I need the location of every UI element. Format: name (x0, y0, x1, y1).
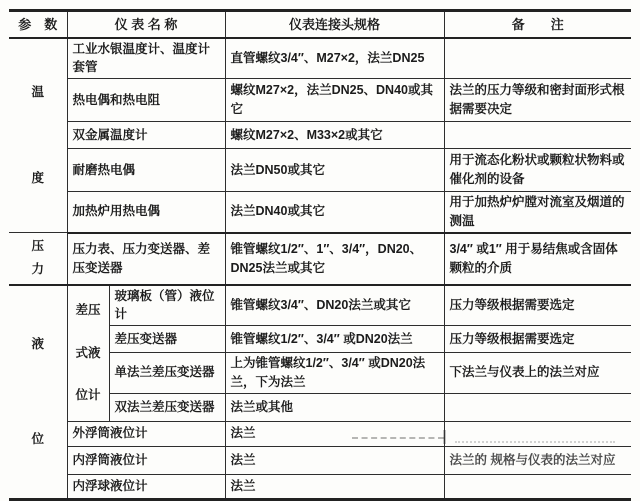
cell-remark: 法兰的 规格与仪表的法兰对应 (444, 446, 631, 474)
param-char: 液 (31, 336, 44, 351)
subgroup-label-part: 式液 (75, 345, 101, 360)
cell-connector-spec: 螺纹M27×2，法兰DN25、DN40或其它 (225, 79, 444, 122)
cell-connector-spec: 法兰 (225, 474, 444, 499)
cell-connector-spec: 锥管螺纹1/2″、1″、3/4″，DN20、DN25法兰或其它 (225, 233, 444, 285)
header-instrument-name: 仪 表 名 称 (67, 11, 225, 38)
cell-instrument-name: 差压变送器 (109, 326, 225, 353)
scanned-table-page (9, 9, 633, 501)
param-cell-temperature (9, 38, 67, 233)
cell-remark: 用于流态化粉状或颗粒状物料或催化剂的设备 (444, 149, 631, 192)
cell-remark: 用于加热炉炉膛对流室及烟道的测温 (444, 192, 631, 233)
table-row (9, 79, 631, 122)
cell-instrument-name: 玻璃板（管）液位计 (109, 285, 225, 326)
param-cell-level (9, 285, 67, 500)
cell-remark (444, 38, 631, 79)
param-char-stack (9, 235, 67, 281)
param-char: 力 (31, 262, 44, 277)
param-cell-pressure (9, 233, 67, 285)
header-row (9, 11, 631, 38)
table-row (9, 474, 631, 499)
cell-instrument-name: 热电偶和热电阻 (67, 79, 225, 122)
cell-connector-spec: 直管螺纹3/4″、M27×2，法兰DN25 (225, 38, 444, 79)
param-char-stack (9, 49, 67, 221)
cell-remark (444, 393, 631, 421)
cell-connector-spec: 螺纹M27×2、M33×2或其它 (225, 122, 444, 149)
cell-instrument-name: 压力表、压力变送器、差压变送器 (67, 233, 225, 285)
cell-instrument-name: 内浮筒液位计 (67, 446, 225, 474)
param-char: 压 (31, 239, 44, 254)
header-remarks: 备 注 (444, 11, 631, 38)
cell-remark: 法兰的压力等级和密封面形式根据需要决定 (444, 79, 631, 122)
cell-instrument-name: 外浮筒液位计 (67, 421, 225, 446)
table-row (9, 446, 631, 474)
cell-instrument-name: 加热炉用热电偶 (67, 192, 225, 233)
table-row (9, 421, 631, 446)
cell-remark (444, 421, 631, 446)
subgroup-label-stack (68, 296, 109, 410)
header-param: 参 数 (9, 11, 67, 38)
cell-connector-spec: 法兰 (225, 446, 444, 474)
param-char: 度 (31, 170, 44, 185)
table-row (9, 38, 631, 79)
param-char-stack (9, 297, 67, 487)
cell-connector-spec: 上为锥管螺纹1/2″、3/4″ 或DN20法兰，下为法兰 (225, 353, 444, 394)
table-row (9, 285, 631, 326)
subgroup-cell-dp-level-gauge (67, 285, 109, 422)
cell-remark (444, 474, 631, 499)
instrument-connector-spec-table (9, 9, 631, 501)
table-row (9, 233, 631, 285)
cell-connector-spec: 锥管螺纹1/2″、3/4″ 或DN20法兰 (225, 326, 444, 353)
cell-instrument-name: 单法兰差压变送器 (109, 353, 225, 394)
cell-connector-spec: 法兰DN40或其它 (225, 192, 444, 233)
cell-remark (444, 122, 631, 149)
subgroup-label-part: 差压 (75, 303, 101, 317)
header-connector-spec: 仪表连接头规格 (225, 11, 444, 38)
cell-instrument-name: 内浮球液位计 (67, 474, 225, 499)
cell-instrument-name: 耐磨热电偶 (67, 149, 225, 192)
subgroup-label-part: 位计 (75, 388, 101, 403)
cell-connector-spec: 锥管螺纹3/4″、DN20法兰或其它 (225, 285, 444, 326)
cell-instrument-name: 工业水银温度计、温度计套管 (67, 38, 225, 79)
cell-connector-spec: 法兰或其他 (225, 393, 444, 421)
cell-remark: 下法兰与仪表上的法兰对应 (444, 353, 631, 394)
cell-instrument-name: 双金属温度计 (67, 122, 225, 149)
table-row (9, 192, 631, 233)
table-row (9, 122, 631, 149)
cell-remark: 3/4″ 或1″ 用于易结焦或含固体颗粒的介质 (444, 233, 631, 285)
param-char: 位 (31, 431, 44, 446)
cell-remark: 压力等级根据需要选定 (444, 326, 631, 353)
param-char: 温 (31, 84, 44, 99)
cell-instrument-name: 双法兰差压变送器 (109, 393, 225, 421)
table-row (9, 149, 631, 192)
cell-remark: 压力等级根据需要选定 (444, 285, 631, 326)
cell-connector-spec: 法兰DN50或其它 (225, 149, 444, 192)
cell-connector-spec: 法兰 (225, 421, 444, 446)
